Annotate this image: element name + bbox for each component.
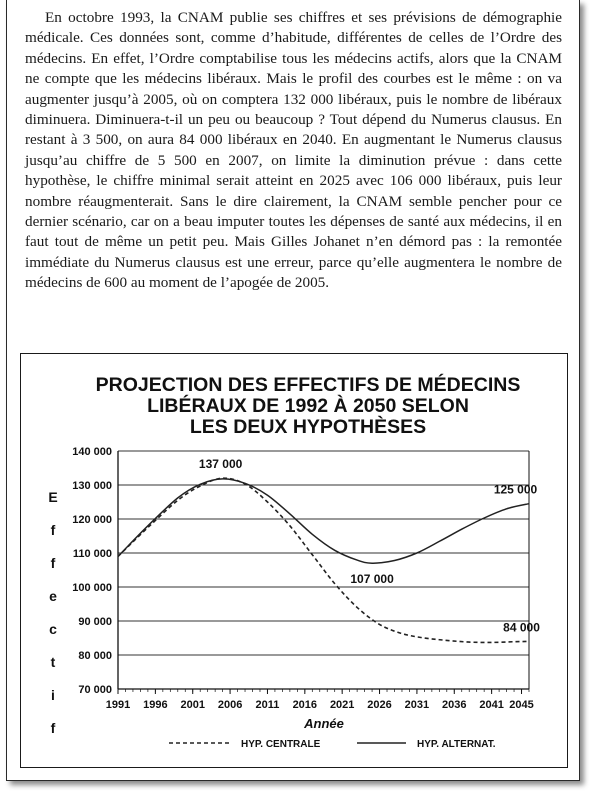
legend-label: HYP. ALTERNAT.	[417, 739, 496, 750]
data-label: 107 000	[350, 572, 394, 587]
chart-title-line: LIBÉRAUX DE 1992 À 2050 SELON	[147, 395, 469, 417]
y-axis-label-letter: f	[50, 555, 56, 571]
y-tick-label: 130 000	[72, 480, 112, 492]
y-axis-label-letter: E	[48, 489, 58, 505]
x-axis-label: Année	[304, 716, 344, 731]
x-tick-label: 2006	[217, 699, 243, 711]
y-axis-label-letter: e	[49, 588, 57, 604]
x-tick-label: 2016	[292, 699, 318, 711]
body-paragraph: En octobre 1993, la CNAM publie ses chiffres et ses prévisions de démographie médicale. Ces données sont, comme d’habitude, différentes de celles de l’Ordre des médecins. En effet, l’Ordre comptabilise tous les médecins actifs, alors que la CNAM ne compte que les médecins libéraux. Mais le profil des courbes est le même : on va augmenter jusqu’à 2005, où on comptera 132 000 libéraux, puis le nombre de libéraux diminuera. Diminuera-t-il un peu ou beaucoup ? Tout dépend du Numerus clausus. En restant à 3 500, on aura 84 000 libéraux en 2040. En augmentant le Numerus clausus jusqu’au chiffre de 5 500 en 2007, on limite la diminution prévue : dans cette hypothèse, le chiffre minimal serait atteint en 2025 avec 106 000 libéraux, puis leur nombre réaugmenterait. Sans le dire clairement, la CNAM semble pencher pour ce dernier scénario, car on a beau imputer toutes les dépenses de santé aux médecins, il en faut tout de même un petit peu. Mais Gilles Johanet n’en démord pas : la remontée immédiate du Numerus clausus est une erreur, parce qu’elle augmentera le nombre de médecins de 600 au moment de l’apogée de 2005.	[25, 9, 562, 292]
y-tick-label: 110 000	[72, 548, 112, 560]
y-axis-label-letter: i	[51, 687, 55, 703]
y-tick-label: 70 000	[78, 684, 112, 696]
y-tick-label: 90 000	[78, 616, 112, 628]
chart-legend	[169, 739, 496, 750]
y-axis-label-letter: c	[49, 621, 57, 637]
chart-axes	[48, 446, 533, 736]
y-tick-label: 120 000	[72, 514, 112, 526]
x-tick-label: 1996	[143, 699, 168, 711]
chart-title-line: PROJECTION DES EFFECTIFS DE MÉDECINS	[95, 374, 521, 396]
x-tick-label: 2045	[509, 699, 534, 711]
y-tick-label: 80 000	[78, 650, 112, 662]
y-axis-label-letter: f	[50, 720, 56, 736]
y-axis-label-letter: t	[50, 654, 56, 670]
chart-grid	[118, 451, 529, 655]
chart-title-line: LES DEUX HYPOTHÈSES	[189, 416, 427, 438]
x-tick-label: 2021	[329, 699, 355, 711]
x-tick-label: 2031	[404, 699, 430, 711]
series-line-centrale	[118, 478, 529, 642]
y-tick-label: 100 000	[72, 582, 112, 594]
data-label: 84 000	[503, 620, 540, 635]
page	[6, 0, 580, 781]
chart-series	[118, 478, 529, 642]
line-chart	[21, 354, 567, 767]
x-tick-label: 2026	[367, 699, 392, 711]
chart-annotations	[199, 457, 540, 634]
data-label: 125 000	[493, 482, 538, 497]
chart-figure	[20, 353, 568, 768]
chart-title	[96, 373, 521, 438]
x-tick-label: 2001	[180, 699, 205, 711]
legend-label: HYP. CENTRALE	[241, 739, 321, 750]
x-tick-label: 2011	[255, 699, 280, 711]
y-axis-label-letter: f	[50, 522, 56, 538]
x-tick-label: 2041	[479, 699, 504, 711]
series-line-alternat	[118, 479, 529, 563]
x-tick-label: 2036	[442, 699, 467, 711]
data-label: 137 000	[198, 457, 243, 472]
y-tick-label: 140 000	[72, 446, 112, 458]
x-tick-label: 1991	[105, 699, 131, 711]
